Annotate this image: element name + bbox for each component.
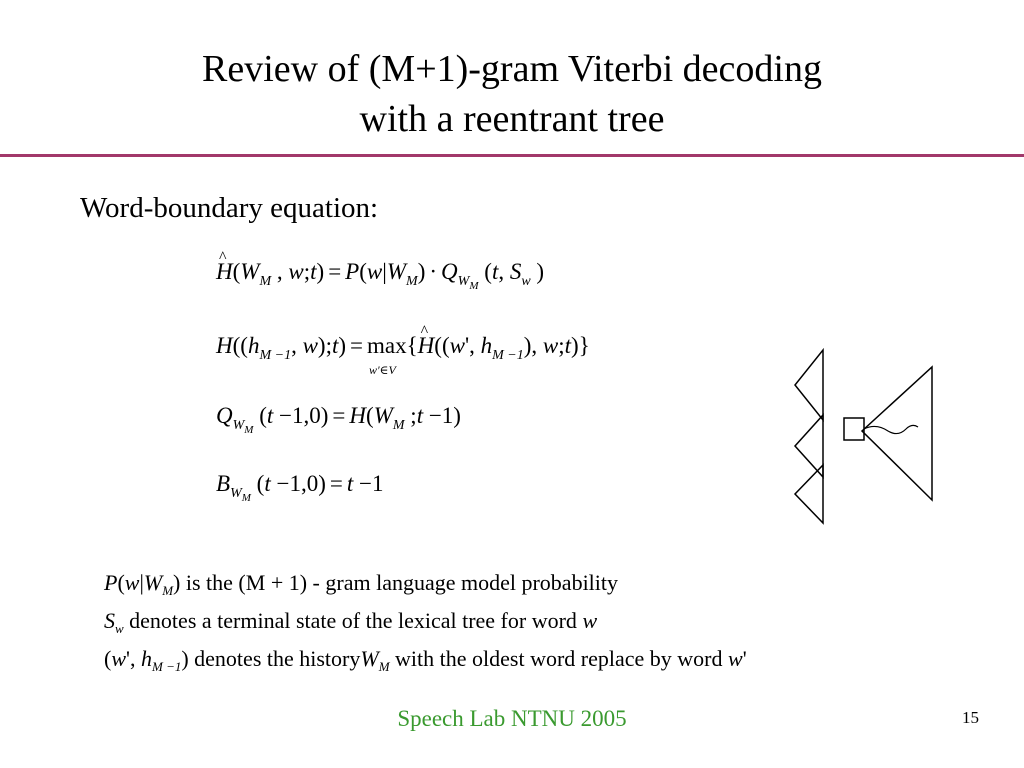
- equation-2: $H((h_{M -1}$, w);t) = max w'∈V {^ H((w', $h_{M -1}$), w;t)}: [216, 332, 590, 370]
- tree-triangle-middle: [795, 415, 823, 477]
- note-line-3-text-b: with the oldest word replace by word: [395, 646, 723, 671]
- title-divider: [0, 154, 1024, 157]
- slide-title: [0, 44, 1024, 144]
- title-line-2: with a reentrant tree: [359, 98, 665, 140]
- note-line-1: $P(w|W_M)$ is the (M + 1) - gram language model probability: [104, 570, 619, 598]
- reentrant-tree-diagram: [780, 345, 950, 525]
- max-subscript: w'∈V: [369, 363, 396, 377]
- title-line-1: Review of (M+1)-gram Viterbi decoding: [202, 48, 822, 90]
- note-line-1-text: is the (M + 1) - gram language model probability: [185, 570, 619, 595]
- tree-triangle-top: [795, 350, 823, 420]
- equation-1: ^ $H(W_M$ , w;t) = $P(w|W_M) \cdot Q_{W_M}$ (t, $S_w$ ): [216, 258, 544, 300]
- page-number: 15: [962, 708, 979, 727]
- note-line-3: (w', $h_{M -1}$) denotes the historyW$_M$ with the oldest word replace by word w': [104, 646, 747, 674]
- tree-triangle-bottom: [795, 465, 823, 523]
- terminal-state-box: [844, 418, 864, 440]
- footer-text: Speech Lab NTNU 2005: [397, 706, 627, 731]
- equation-3: $Q_{W_M}$ $(t -1,0) = H(W_M$ ;t −1): [216, 403, 461, 436]
- notes-block: [104, 568, 747, 682]
- equation-4: $B_{W_M}$ (t −1,0) = t −1: [216, 471, 384, 504]
- connection-curve: [864, 425, 918, 433]
- section-heading: Word-boundary equation:: [80, 192, 379, 224]
- note-line-2-text: denotes a terminal state of the lexical tree for word: [129, 608, 577, 633]
- note-line-3-text-a: denotes the history: [194, 646, 361, 671]
- note-line-2: $S_w$ denotes a terminal state of the lexical tree for word w: [104, 608, 598, 636]
